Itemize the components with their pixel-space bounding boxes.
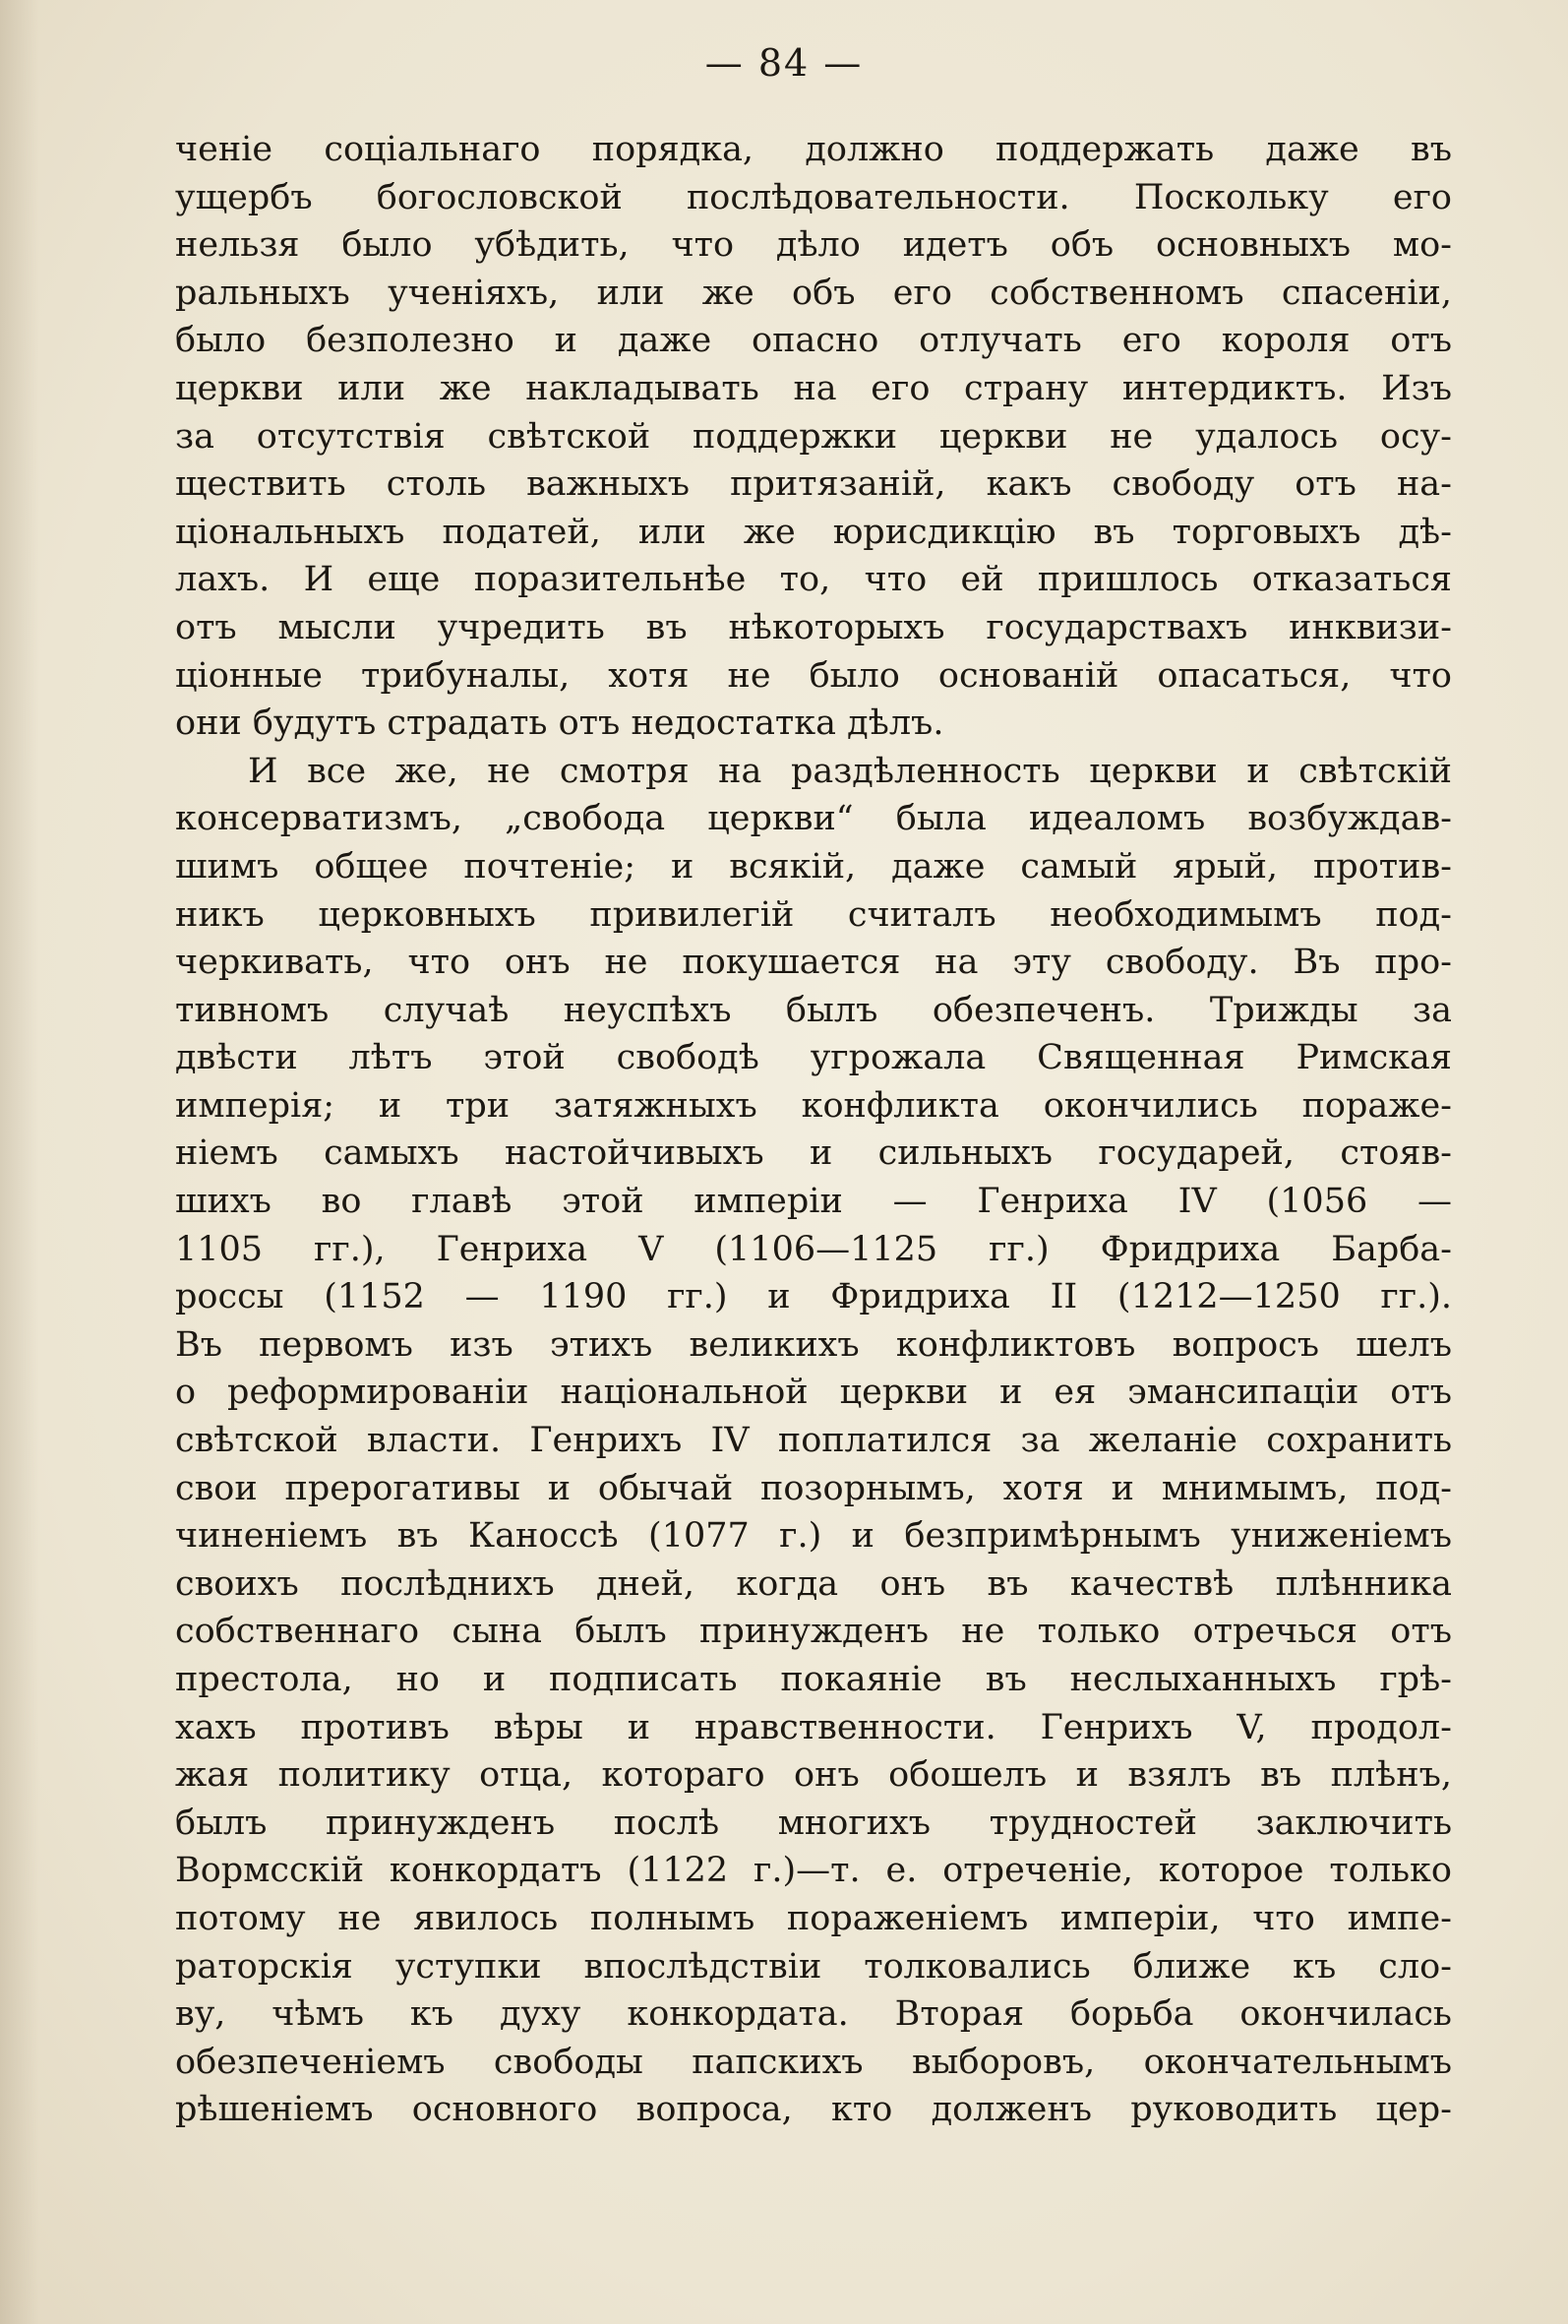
text-line: тивномъ случаѣ неуспѣхъ былъ обезпеченъ. Трижды за <box>175 990 1452 1030</box>
text-line: лахъ. И еще поразительнѣе то, что ей пришлось отказаться <box>175 560 1452 600</box>
text-line: 1105 гг.), Генриха V (1106—1125 гг.) Фридриха Барба- <box>175 1229 1452 1269</box>
text-line: И все же, не смотря на раздѣленность церкви и свѣтскій <box>248 751 1452 791</box>
text-line: ральныхъ ученіяхъ, или же объ его собственномъ спасеніи, <box>175 273 1452 313</box>
text-line: было безполезно и даже опасно отлучать его короля отъ <box>175 321 1452 361</box>
text-line: за отсутствія свѣтской поддержки церкви не удалось осу- <box>175 416 1452 457</box>
text-line: свѣтской власти. Генрихъ IV поплатился за желаніе сохранить <box>175 1421 1452 1461</box>
text-line: двѣсти лѣтъ этой свободѣ угрожала Священная Римская <box>175 1038 1452 1078</box>
paragraph-1 <box>175 126 1452 748</box>
paragraph-2 <box>175 748 1452 2134</box>
spine-shadow <box>0 0 39 2324</box>
text-line: обезпеченіемъ свободы папскихъ выборовъ, окончательнымъ <box>175 2042 1452 2082</box>
text-line: отъ мысли учредить въ нѣкоторыхъ государствахъ инквизи- <box>175 607 1452 647</box>
text-line: былъ принужденъ послѣ многихъ трудностей заключить <box>175 1803 1452 1843</box>
text-line: чиненіемъ въ Каноссѣ (1077 г.) и безпримѣрнымъ униженіемъ <box>175 1516 1452 1557</box>
text-line: Въ первомъ изъ этихъ великихъ конфликтовъ вопросъ шелъ <box>175 1324 1452 1365</box>
text-line: раторскія уступки впослѣдствіи толковались ближе къ сло- <box>175 1946 1452 1987</box>
text-line: шимъ общее почтеніе; и всякій, даже самый ярый, против- <box>175 846 1452 887</box>
text-line: ніемъ самыхъ настойчивыхъ и сильныхъ государей, стояв- <box>175 1133 1452 1174</box>
text-line: потому не явилось полнымъ пораженіемъ имперіи, что импе- <box>175 1898 1452 1938</box>
body-text <box>175 126 1452 2134</box>
text-line: собственнаго сына былъ принужденъ не только отречься отъ <box>175 1612 1452 1652</box>
text-line: россы (1152 — 1190 гг.) и Фридриха II (1212—1250 гг.). <box>175 1277 1452 1317</box>
text-line: хахъ противъ вѣры и нравственности. Генрихъ V, продол- <box>175 1707 1452 1747</box>
text-line: церкви или же накладывать на его страну интердиктъ. Изъ <box>175 368 1452 408</box>
text-line: ціонные трибуналы, хотя не было основаній опасаться, что <box>175 655 1452 696</box>
text-line: Вормсскій конкордатъ (1122 г.)—т. е. отреченіе, которое только <box>175 1851 1452 1891</box>
text-line: они будутъ страдать отъ недостатка дѣлъ. <box>175 703 944 744</box>
text-line: рѣшеніемъ основного вопроса, кто долженъ руководить цер- <box>175 2090 1452 2130</box>
text-line: шихъ во главѣ этой имперіи — Генриха IV (1056 — <box>175 1182 1452 1222</box>
text-line: о реформированіи національной церкви и ея эмансипаціи отъ <box>175 1373 1452 1413</box>
page-number: — 84 — <box>704 41 864 85</box>
text-line: своихъ послѣднихъ дней, когда онъ въ качествѣ плѣнника <box>175 1563 1452 1604</box>
text-line: никъ церковныхъ привилегій считалъ необходимымъ под- <box>175 894 1452 935</box>
text-line: жая политику отца, котораго онъ обошелъ и взялъ въ плѣнъ, <box>175 1755 1452 1796</box>
text-line: нельзя было убѣдить, что дѣло идетъ объ основныхъ мо- <box>175 225 1452 266</box>
text-line: ченіе соціальнаго порядка, должно поддержать даже въ <box>175 130 1452 169</box>
text-line: свои прерогативы и обычай позорнымъ, хотя и мнимымъ, под- <box>175 1468 1452 1508</box>
text-line: ву, чѣмъ къ духу конкордата. Вторая борьба окончилась <box>175 1994 1452 2035</box>
text-line: ществить столь важныхъ притязаній, какъ свободу отъ на- <box>175 464 1452 505</box>
text-line: имперія; и три затяжныхъ конфликта окончились пораже- <box>175 1085 1452 1126</box>
text-line: престола, но и подписать покаяніе въ неслыханныхъ грѣ- <box>175 1660 1452 1699</box>
text-line: черкивать, что онъ не покушается на эту свободу. Въ про- <box>175 943 1452 983</box>
text-line: консерватизмъ, „свобода церкви“ была идеаломъ возбуждав- <box>175 799 1452 839</box>
text-line: ущербъ богословской послѣдовательности. Поскольку его <box>175 177 1452 217</box>
text-line: ціональныхъ податей, или же юрисдикцію въ торговыхъ дѣ- <box>175 512 1452 552</box>
